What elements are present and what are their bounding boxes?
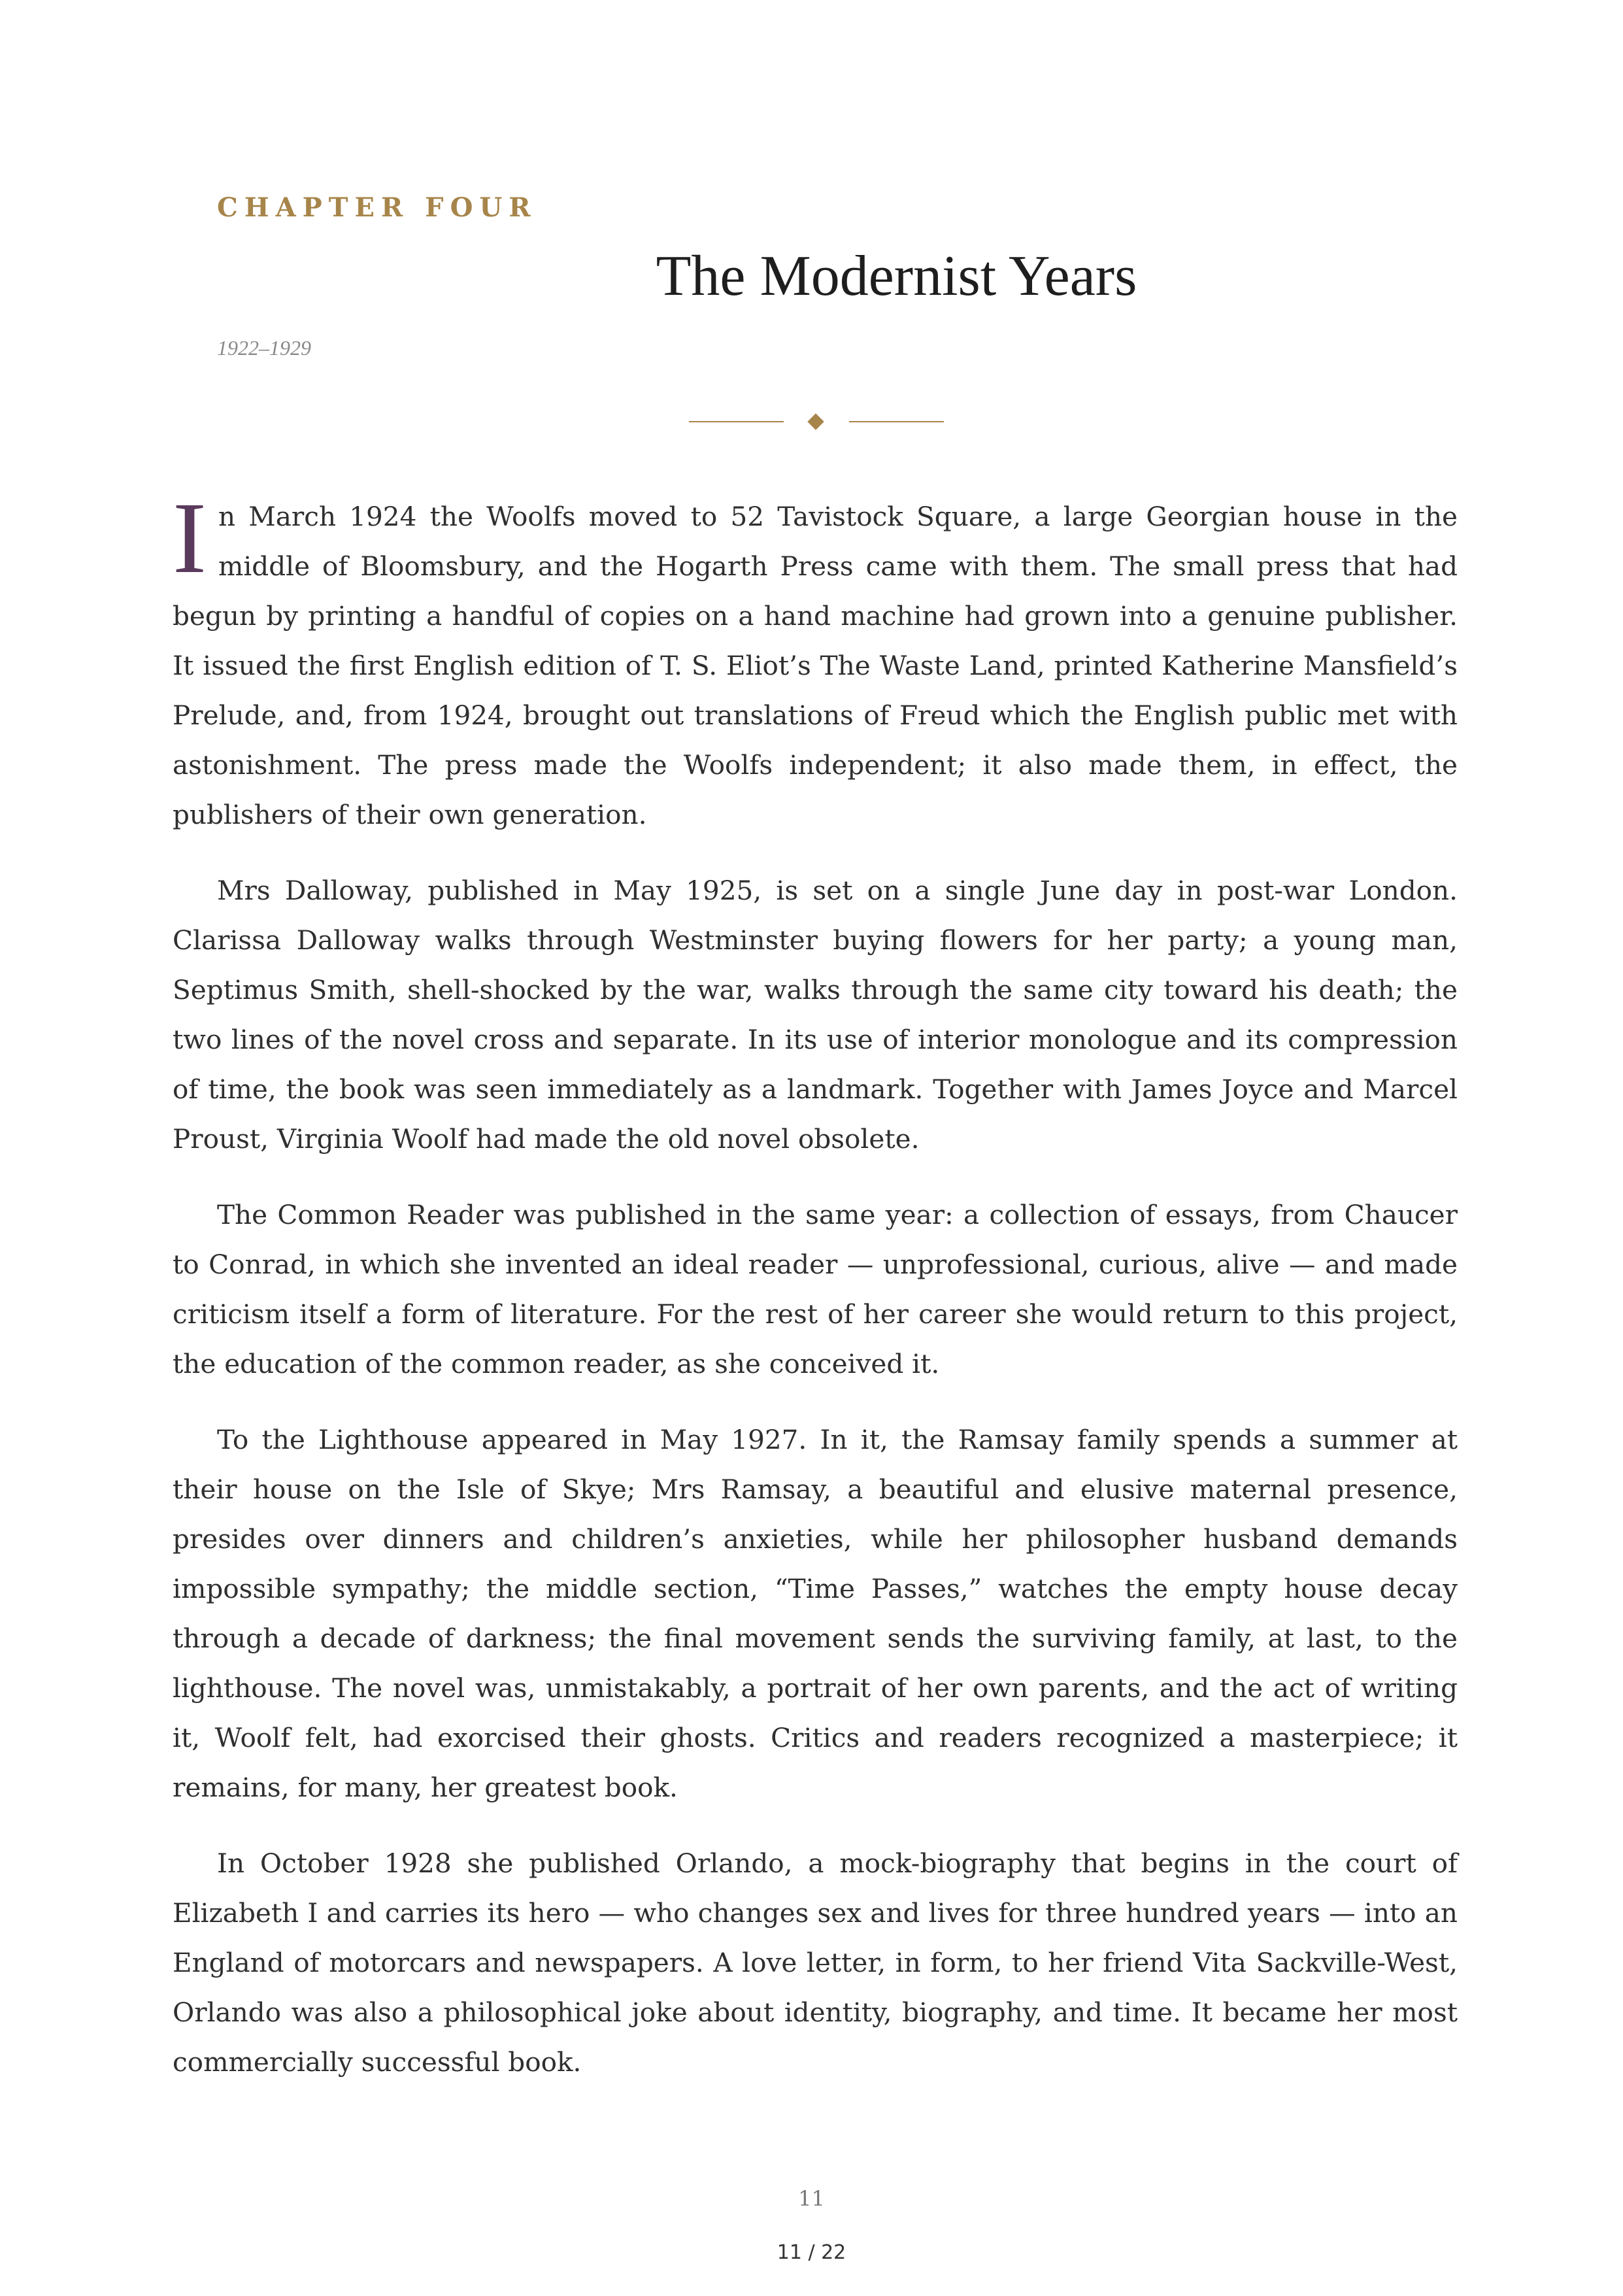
drop-cap: I (173, 481, 207, 594)
diamond-icon (807, 413, 824, 430)
chapter-dates: 1922–1929 (217, 336, 311, 360)
paragraph (173, 481, 1458, 839)
paragraph-text: n March 1924 the Woolfs moved to 52 Tavistock Square, a large Georgian house in the middle of Bloomsbury, and the Hogarth Press came with them. The small press that had begun by printing a handful of copies on a hand machine had grown into a genuine publisher. It issued the first English edition of T. S. Eliot’s The Waste Land, printed Katherine Mansfield’s Prelude, and, from 1924, brought out translations of Freud which the English public met with astonishment. The press made the Woolfs independent; it also made them, in effect, the publishers of their own generation. (173, 501, 1458, 830)
page-indicator: 11 / 22 (777, 2241, 846, 2264)
chapter-label: CHAPTER FOUR (217, 192, 537, 223)
paragraph: The Common Reader was published in the same year: a collection of essays, from Chaucer to Conrad, in which she invented an ideal reader — unprofessional, curious, alive — and made criticism itself a form of literature. For the rest of her career she would return to this project, the education of the common reader, as she conceived it. (173, 1199, 1458, 1379)
paragraph: Mrs Dalloway, published in May 1925, is set on a single June day in post-war London. Clarissa Dalloway walks through Westminster buying flowers for her party; a young man, Septimus Smith, shell-shocked by the war, walks through the same city toward his death; the two lines of the novel cross and separate. In its use of interior monologue and its compression of time, the book was seen immediately as a landmark. Together with James Joyce and Marcel Proust, Virginia Woolf had made the old novel obsolete. (173, 875, 1458, 1155)
ornament-line-right (849, 421, 944, 422)
paragraph: In October 1928 she published Orlando, a mock-biography that begins in the court of Elizabeth I and carries its hero — who changes sex and lives for three hundred years — into an England of motorcars and newspapers. A love letter, in form, to her friend Vita Sackville-West, Orlando was also a philosophical joke about identity, biography, and time. It became her most commercially successful book. (173, 1848, 1458, 2078)
page-number: 11 (798, 2186, 825, 2211)
paragraph: To the Lighthouse appeared in May 1927. In it, the Ramsay family spends a summer at their house on the Isle of Skye; Mrs Ramsay, a beautiful and elusive maternal presence, presides over dinners and children’s anxieties, while her philosopher husband demands impossible sympathy; the middle section, “Time Passes,” watches the empty house decay through a decade of darkness; the final movement sends the surviving family, at last, to the lighthouse. The novel was, unmistakably, a portrait of her own parents, and the act of writing it, Woolf felt, had exorcised their ghosts. Critics and readers recognized a masterpiece; it remains, for many, her greatest book. (173, 1424, 1458, 1803)
chapter-title: The Modernist Years (656, 245, 1137, 308)
ornament-line-left (689, 421, 784, 422)
section-ornament (689, 412, 944, 431)
chapter-body (173, 481, 1458, 2113)
